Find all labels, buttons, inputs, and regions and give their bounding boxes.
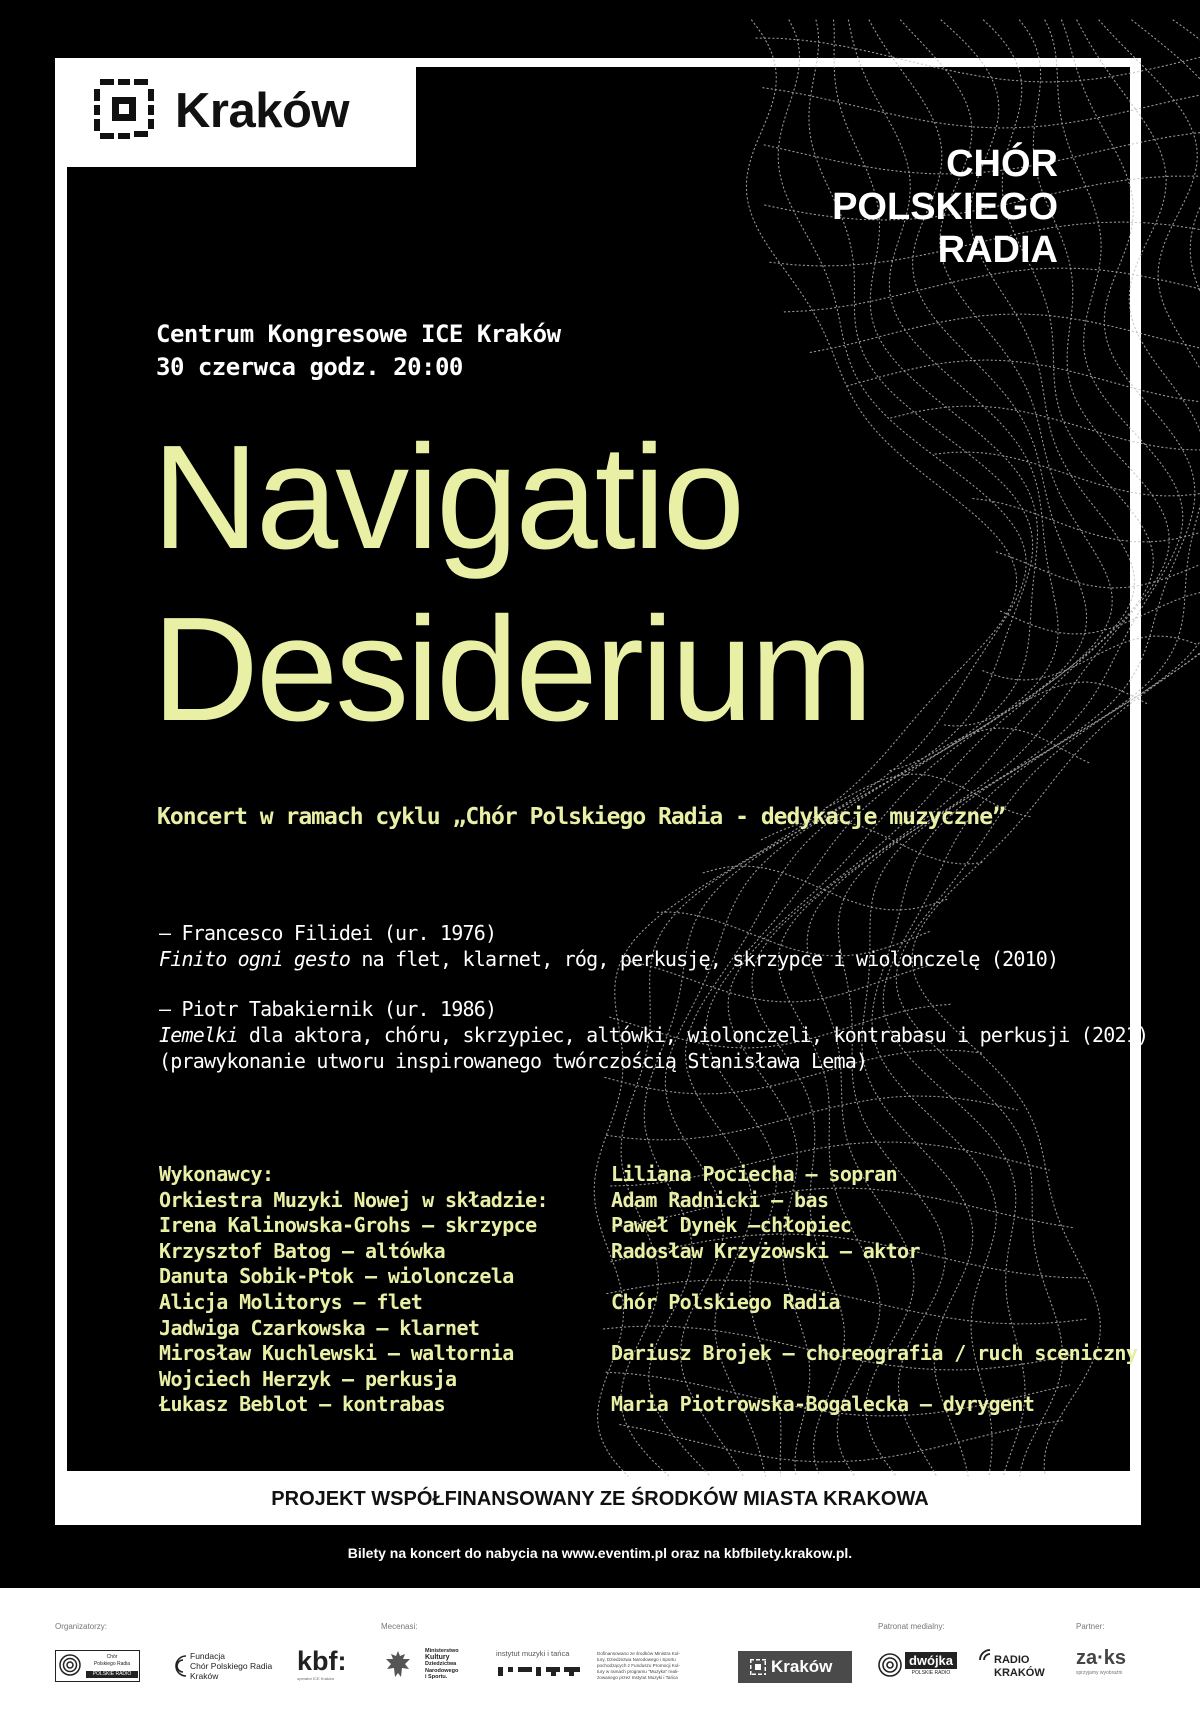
- cofunding-line: pochodzących z Funduszu Promocji Kul-: [597, 1663, 680, 1668]
- work-line: [159, 946, 1058, 972]
- kbf-wordmark: kbf:: [297, 1646, 347, 1676]
- performer-line: Danuta Sobik-Ptok — wiolonczela: [159, 1264, 514, 1289]
- krakow-logo-icon: [94, 79, 154, 139]
- chor-logo-line: Chór: [106, 1654, 118, 1660]
- fundacja-line: Chór Polskiego Radia: [190, 1661, 273, 1671]
- work-line: [159, 1022, 1148, 1048]
- work-details: dla aktora, chóru, skrzypiec, altówki, wiolonczeli, kontrabasu i perkusji (2021): [237, 1023, 1149, 1047]
- performer-line: Mirosław Kuchlewski — waltornia: [159, 1341, 514, 1366]
- eagle-emblem-icon: [383, 1649, 413, 1681]
- ministry-line: Narodowego: [425, 1667, 459, 1674]
- krakow-badge-text: Kraków: [771, 1657, 833, 1676]
- krakow-wordmark: Kraków: [175, 84, 350, 138]
- zaiks-logo: [1076, 1646, 1151, 1682]
- performer-line: Maria Piotrowska-Bogalecka — dyrygent: [611, 1392, 1035, 1417]
- venue-block: [156, 318, 561, 384]
- cofunding-note: [597, 1651, 709, 1681]
- organizer-title-line: CHÓR: [946, 143, 1058, 185]
- partner-label: Partner:: [1076, 1622, 1105, 1631]
- performer-line: Orkiestra Muzyki Nowej w składzie:: [159, 1187, 548, 1212]
- work-details: na flet, klarnet, róg, perkusję, skrzypce i wiolonczelę (2010): [350, 947, 1059, 971]
- krakow-logo: [67, 67, 416, 167]
- fundacja-line: Kraków: [190, 1671, 219, 1681]
- cofunding-line: Dofinansowano ze środków Ministra Kul-: [597, 1651, 680, 1656]
- kbf-subtitle: operator ICE Kraków: [297, 1676, 335, 1681]
- performer-line: Wykonawcy:: [159, 1162, 274, 1186]
- performer-line: Wojciech Herzyk — perkusja: [159, 1366, 457, 1391]
- media-label: Patronat medialny:: [878, 1622, 945, 1631]
- krakow-badge: [738, 1651, 852, 1683]
- patrons-label: Mecenasi:: [381, 1622, 418, 1631]
- chor-polskiego-radia-logo: [55, 1650, 140, 1682]
- dwojka-wordmark: dwójka: [908, 1653, 954, 1668]
- radio-krakow-logo: [978, 1646, 1058, 1682]
- performer-line: [611, 1264, 1137, 1290]
- organizer-title-line: RADIA: [937, 229, 1058, 271]
- work-title: Finito ogni gesto: [159, 947, 351, 971]
- performer-line: Radosław Krzyżowski — aktor: [611, 1238, 920, 1263]
- concert-title-line: Navigatio: [152, 415, 743, 580]
- program-item: [159, 996, 1148, 1074]
- concert-title-line: Desiderium: [152, 587, 871, 752]
- concert-cycle: Koncert w ramach cyklu „Chór Polskiego Radia - dedykacje muzyczne”: [157, 804, 1005, 830]
- ministry-logo: [383, 1646, 473, 1686]
- performer-line: [611, 1367, 1137, 1393]
- performer-line: Paweł Dynek —chłopiec: [611, 1213, 852, 1238]
- kbf-logo: [297, 1646, 367, 1684]
- radio-krakow-line: KRAKÓW: [994, 1667, 1045, 1679]
- work-note: (prawykonanie utworu inspirowanego twórczością Stanisława Lema): [159, 1049, 868, 1073]
- performer-line: Liliana Pociecha — sopran: [611, 1162, 898, 1186]
- performer-line: Jadwiga Czarkowska — klarnet: [159, 1315, 480, 1340]
- dwojka-icon: [878, 1653, 902, 1677]
- cofunding-line: tury w ramach programu "Muzyka" reali-: [597, 1669, 679, 1674]
- fundacja-logo: [170, 1650, 280, 1682]
- zaiks-wordmark: za·ks: [1076, 1647, 1127, 1669]
- imit-mark-icon: [496, 1663, 582, 1679]
- sponsor-footer: [0, 1588, 1200, 1729]
- performer-line: Łukasz Beblot — kontrabas: [159, 1392, 446, 1417]
- program-item: [159, 920, 1058, 972]
- performer-line: Dariusz Brojek — choreografia / ruch sceniczny: [611, 1341, 1138, 1366]
- performer-line: [611, 1316, 1137, 1342]
- funding-note: PROJEKT WSPÓŁFINANSOWANY ZE ŚRODKÓW MIASTA KRAKOWA: [271, 1488, 929, 1510]
- performers-list-left: [159, 1162, 548, 1418]
- chor-logo-line: Polskiego Radia: [93, 1661, 131, 1667]
- fundacja-icon: [170, 1654, 188, 1678]
- performer-line: Alicja Molitorys — flet: [159, 1289, 423, 1314]
- radio-waves-icon: [978, 1648, 992, 1662]
- performer-line: Chór Polskiego Radia: [611, 1289, 840, 1314]
- dwojka-logo: [878, 1650, 958, 1680]
- dwojka-subtitle: POLSKIE RADIO: [911, 1670, 951, 1676]
- performers-list-right: [611, 1162, 1137, 1418]
- tickets-info: Bilety na koncert do nabycia na www.eventim.pl oraz na kbfbilety.krakow.pl.: [347, 1545, 853, 1561]
- work-title: Iemelki: [159, 1023, 238, 1047]
- zaiks-subtitle: sprzyjamy wyobraźni: [1076, 1670, 1123, 1676]
- performer-line: Adam Radnicki — bas: [611, 1187, 829, 1212]
- organizers-label: Organizatorzy:: [55, 1622, 108, 1631]
- krakow-badge-icon: [750, 1659, 766, 1675]
- venue-name: Centrum Kongresowe ICE Kraków: [156, 320, 561, 348]
- performer-line: Krzysztof Batog — altówka: [159, 1238, 446, 1263]
- ministry-line: Kultury: [425, 1653, 450, 1661]
- event-datetime: 30 czerwca godz. 20:00: [156, 353, 463, 381]
- cofunding-line: tury, Dziedzictwa Narodowego i Sportu: [597, 1657, 676, 1662]
- composer: — Piotr Tabakiernik (ur. 1986): [159, 997, 497, 1021]
- ministry-line: Dziedzictwa: [425, 1661, 457, 1668]
- concert-title: [152, 412, 870, 756]
- organizer-title: [832, 143, 1058, 272]
- chor-logo-icon: [59, 1654, 81, 1676]
- ministry-line: Ministerstwo: [425, 1648, 459, 1654]
- chor-logo-bar: POLSKIE RADIO: [86, 1671, 138, 1678]
- imit-name: instytut muzyki i tańca: [496, 1649, 570, 1658]
- radio-krakow-line: RADIO: [994, 1654, 1030, 1666]
- cofunding-line: zowanego przez Instytut Muzyki i Tańca: [597, 1675, 678, 1680]
- organizer-title-line: POLSKIEGO: [832, 186, 1058, 228]
- ministry-line: i Sportu.: [425, 1674, 448, 1681]
- fundacja-line: Fundacja: [190, 1651, 225, 1661]
- performer-line: Irena Kalinowska-Grohs — skrzypce: [159, 1213, 537, 1238]
- composer: — Francesco Filidei (ur. 1976): [159, 921, 497, 945]
- imit-logo: [496, 1649, 582, 1683]
